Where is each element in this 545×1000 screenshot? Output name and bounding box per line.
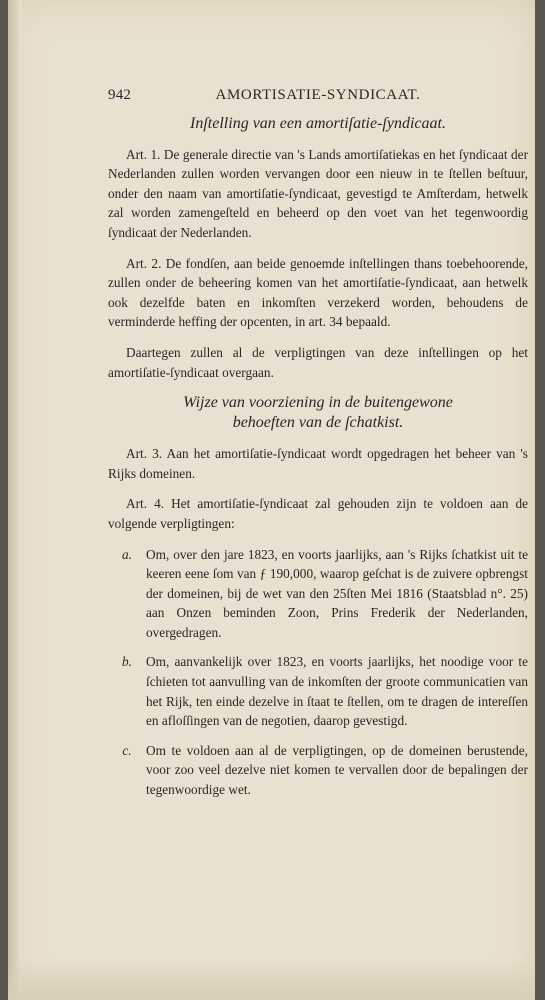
list-item	[108, 545, 528, 643]
item-text: Om, over den jare 1823, en voorts jaarlijks, aan 's Rijks ſchatkist uit te keeren eene ſom van ƒ 190,000, waarop geſchat is de zuivere opbrengst der domeinen, bij de wet van den 25ſten Mei 1816 (Staatsblad n°. 25) aan Onzen beminden Zoon, Prins Frederik der Nederlanden, overgedragen.	[146, 546, 528, 640]
section-heading-1: Inſtelling van een amortiſatie-ſyndicaat.	[190, 114, 446, 132]
running-title: AMORTISATIE-SYNDICAAT.	[215, 87, 421, 103]
section-heading-2	[108, 393, 528, 433]
transfer-paragraph: Daartegen zullen al de verpligtingen van deze inſtellingen op het amortiſatie-ſyndicaat overgaan.	[108, 344, 528, 380]
item-text: Om, aanvankelijk over 1823, en voorts jaarlijks, het noodige voor te ſchieten tot aanvulling van de inkomſten der groote communicatien van het Rijk, ten einde dezelve in ſtaat te ſtellen, om te dragen de intereſſen en afloſſingen van de negotien, daarop gevestigd.	[146, 654, 528, 729]
item-text: Om te voldoen aan al de verpligtingen, op de domeinen berustende, voor zoo veel dezelve niet komen te vervallen door de bepalingen der tegenwoordige wet.	[146, 742, 528, 798]
list-item	[108, 652, 528, 730]
running-head	[108, 86, 528, 106]
article-2-paragraph: Art. 2. De fondſen, aan beide genoemde inſtellingen thans toebehoorende, zullen onder de beheering komen van het amortiſatie-ſyndicaat, aan hetwelk ook dezelfde baten en inkomſten verzekerd worden, behoudens de verminderde heffing der opcenten, in art. 34 bepaald.	[108, 255, 528, 330]
article-1-paragraph: Art. 1. De generale directie van 's Lands amortiſatiekas en het ſyndicaat der Nederlanden zullen worden vervangen door een nieuw in te ſtellen beſtuur, onder den naam van amortiſatie-ſyndicaat, gevestigd te Amſterdam, hetwelk zal worden zamengeſteld en beheerd op den voet van het tegenwoordig ſyndicaat der Nederlanden.	[108, 146, 528, 240]
item-letter: c.	[122, 742, 132, 758]
item-letter: b.	[122, 654, 132, 670]
page-number: 942	[108, 87, 132, 103]
page-bottom-shade	[8, 960, 535, 1000]
section-heading-2-line1: Wijze van voorziening in de buitengewone	[183, 394, 453, 412]
page-fold-shadow	[8, 0, 22, 1000]
book-page	[8, 0, 535, 1000]
item-letter: a.	[122, 546, 132, 562]
list-item	[108, 741, 528, 800]
article-4-paragraph: Art. 4. Het amortiſatie-ſyndicaat zal gehouden zijn te voldoen aan de volgende verpligtingen:	[108, 496, 528, 531]
page-text	[108, 86, 528, 810]
article-3-paragraph: Art. 3. Aan het amortiſatie-ſyndicaat wordt opgedragen het beheer van 's Rijks domeinen.	[108, 446, 528, 481]
section-heading-2-line2: behoeften van de ſchatkist.	[232, 414, 404, 432]
